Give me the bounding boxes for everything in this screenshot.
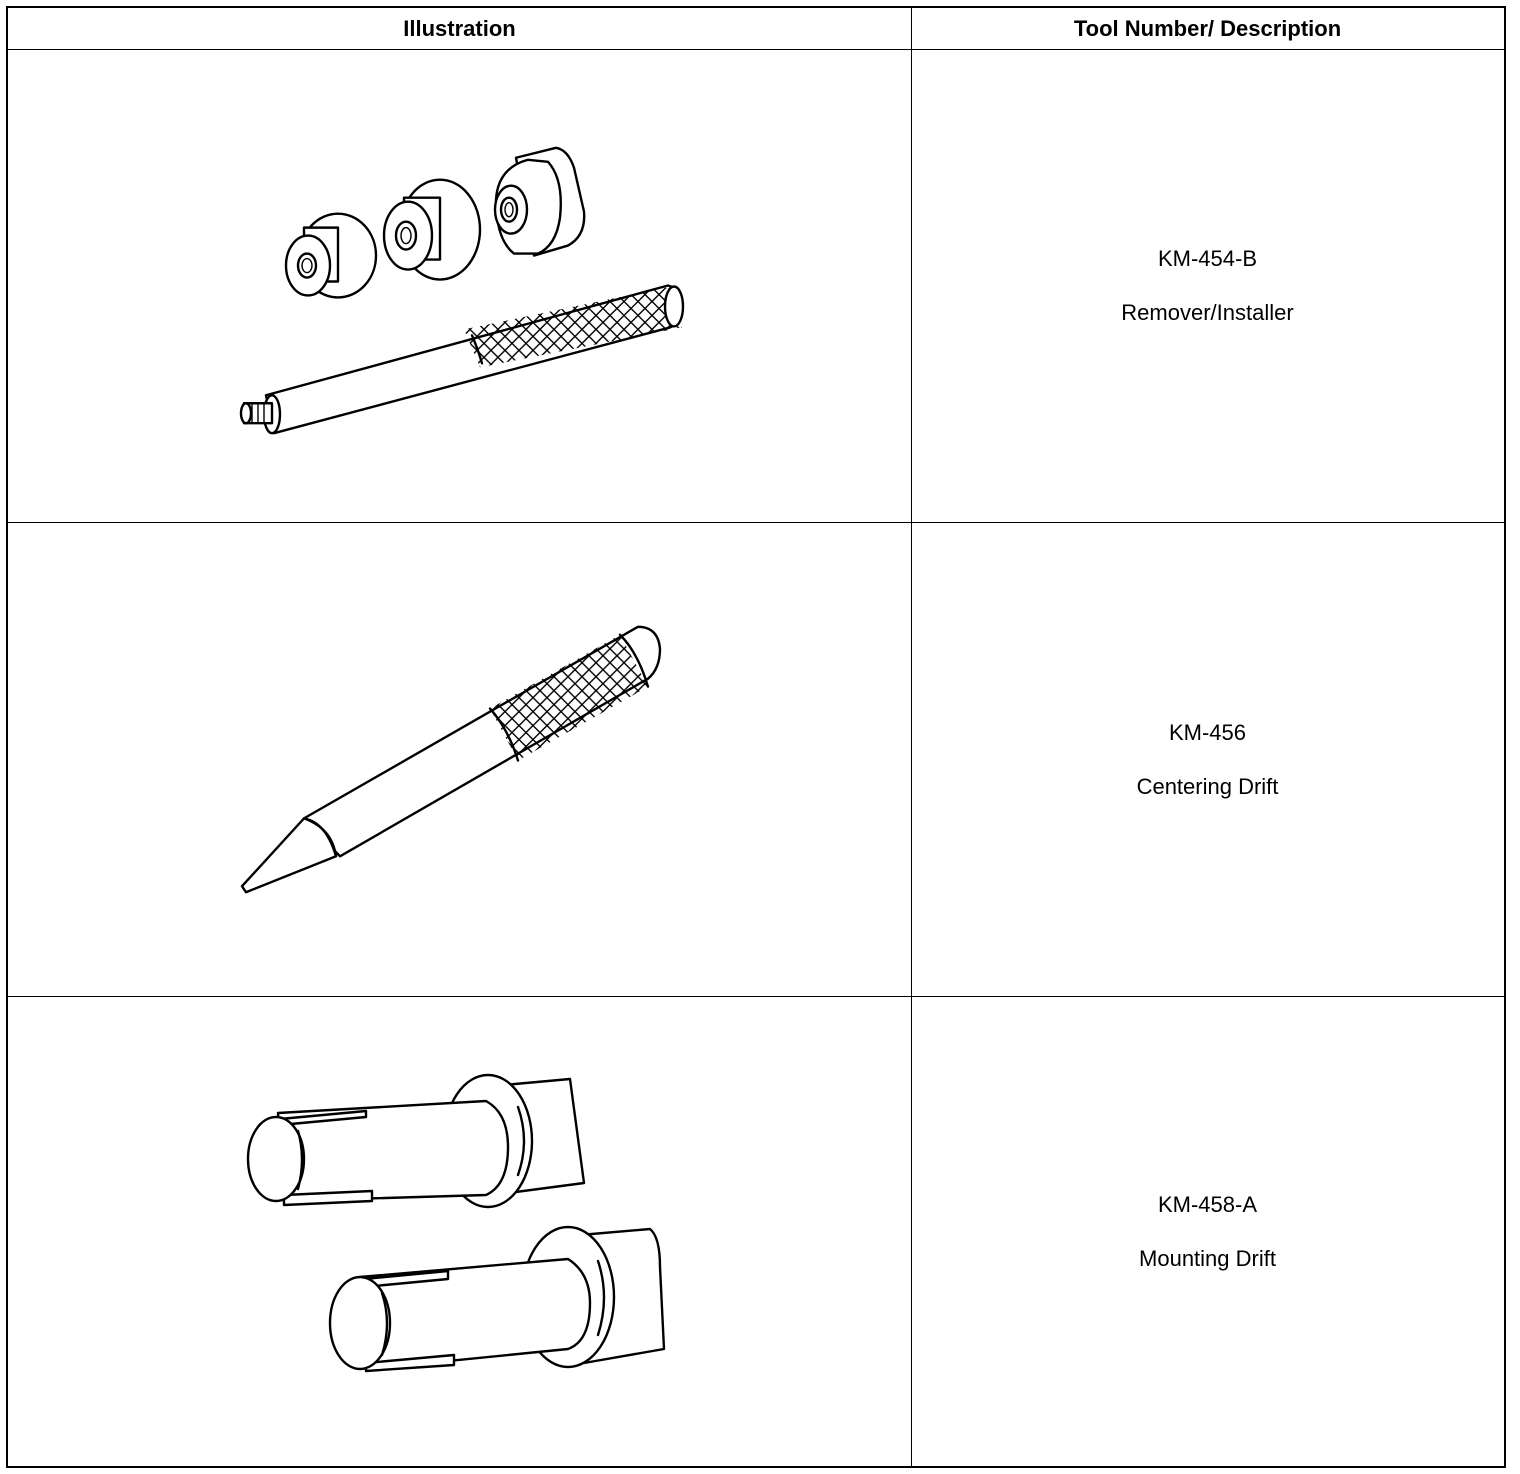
mounting-drift-upper bbox=[248, 1075, 584, 1207]
tool-number: KM-454-B bbox=[1157, 246, 1258, 271]
table-row bbox=[8, 997, 1504, 1466]
centering-drift-illustration bbox=[8, 523, 911, 996]
tool-description: Mounting Drift bbox=[1139, 1245, 1276, 1271]
tool-number: KM-456 bbox=[1168, 719, 1247, 745]
tool-description-cell bbox=[911, 997, 1504, 1466]
centering-drift bbox=[242, 623, 668, 892]
tool-description: Remover/Installer bbox=[1121, 300, 1294, 325]
tool-description-cell bbox=[911, 50, 1504, 522]
tool-number: KM-458-A bbox=[1157, 1191, 1258, 1217]
column-divider bbox=[911, 8, 912, 1466]
table-header bbox=[8, 8, 1504, 50]
tool-description: Centering Drift bbox=[1136, 773, 1279, 799]
adapter-small bbox=[286, 214, 376, 298]
header-illustration: Illustration bbox=[403, 16, 516, 41]
tool-description-cell bbox=[911, 523, 1504, 996]
table-row bbox=[8, 50, 1504, 523]
mounting-drift-lower bbox=[330, 1227, 664, 1371]
header-tool-number-description: Tool Number/ Description bbox=[1073, 16, 1342, 41]
mounting-drift-illustration bbox=[8, 997, 911, 1466]
adapter-flat bbox=[495, 148, 584, 256]
remover-rod bbox=[241, 280, 688, 434]
table-row bbox=[8, 523, 1504, 997]
adapter-medium bbox=[384, 180, 480, 280]
remover-installer-illustration bbox=[8, 50, 911, 522]
tool-table bbox=[6, 6, 1506, 1468]
